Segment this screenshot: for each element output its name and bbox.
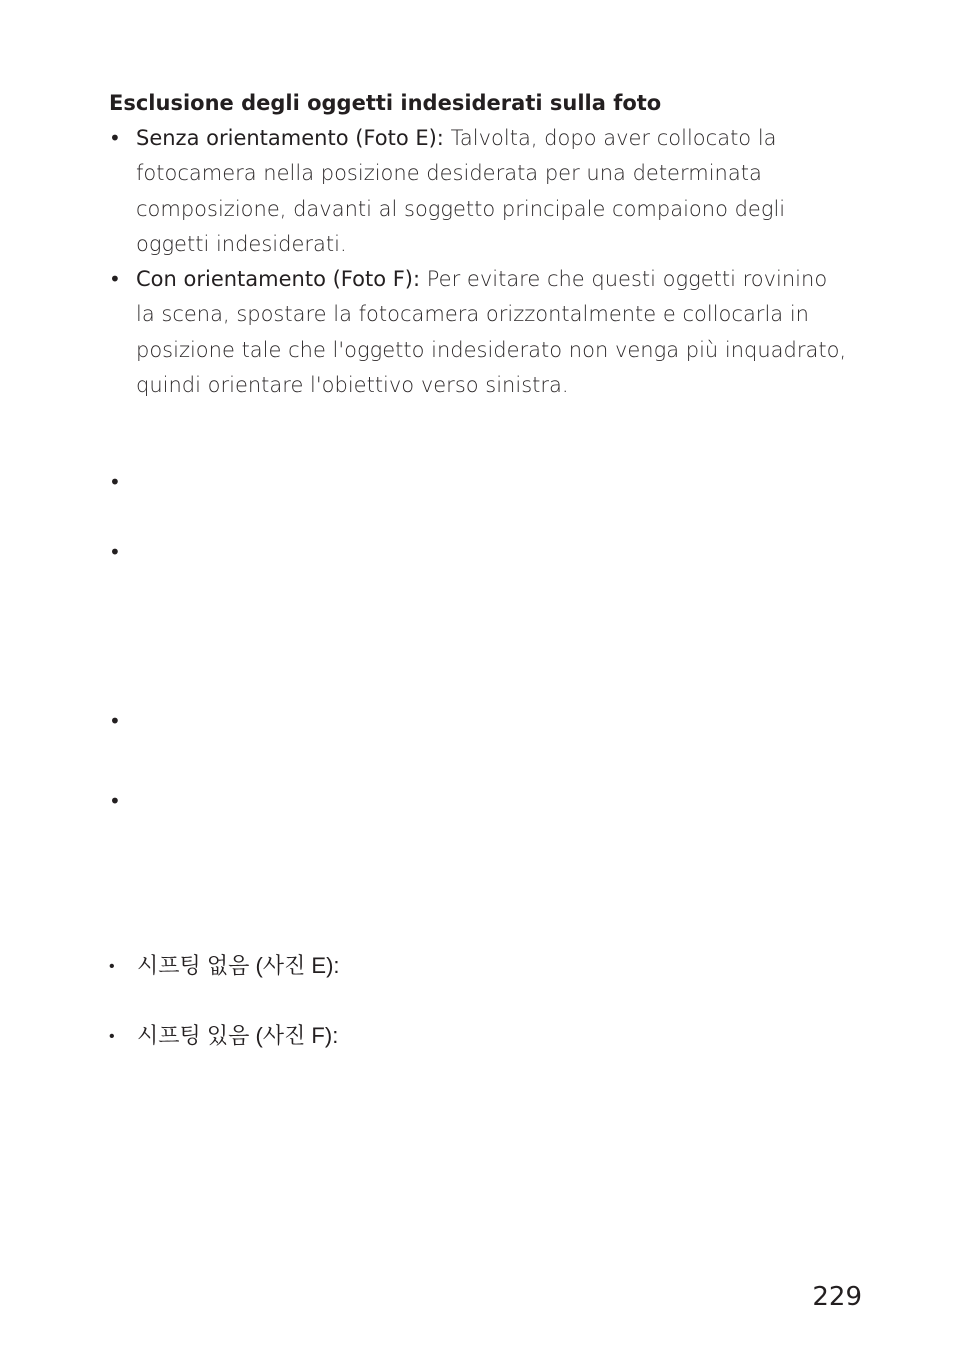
list-item-description: Per evitare che questi oggetti rovinino la scena, spostare la fotocamera orizzontalmente e collocarla in posizione tale che l'oggetto indesiderato non venga più inquadrato, quindi orientare l'obiettivo verso sinistra. (136, 267, 847, 397)
section-heading: Esclusione degli oggetti indesiderati sulla foto (109, 91, 662, 115)
empty-bullet-icon: • (109, 470, 121, 494)
empty-bullet-icon: • (109, 789, 121, 813)
korean-list-item-text: 시프팅 있음 (사진 F): (137, 1023, 339, 1048)
list-item-text (136, 121, 849, 262)
empty-bullet-icon: • (109, 709, 121, 733)
korean-list-item-text: 시프팅 없음 (사진 E): (137, 953, 340, 978)
list-item-text (136, 262, 849, 403)
bullet-icon: • (109, 958, 115, 975)
bullet-icon: • (109, 267, 121, 291)
korean-list-item-with-shift (109, 1021, 338, 1052)
bullet-icon: • (109, 126, 121, 150)
korean-list-item-no-shift (109, 951, 340, 982)
list-item-term: Con orientamento (Foto F): (136, 267, 421, 291)
empty-bullet-icon: • (109, 540, 121, 564)
bullet-icon: • (109, 1028, 115, 1045)
list-item-term: Senza orientamento (Foto E): (136, 126, 444, 150)
list-item-no-shift (109, 121, 849, 262)
list-item-description: Talvolta, dopo aver collocato la fotocamera nella posizione desiderata per una determinata composizione, davanti al soggetto principale compaiono degli oggetti indesiderati. (136, 126, 786, 256)
page-number: 229 (812, 1282, 862, 1312)
list-item-with-shift (109, 262, 849, 403)
